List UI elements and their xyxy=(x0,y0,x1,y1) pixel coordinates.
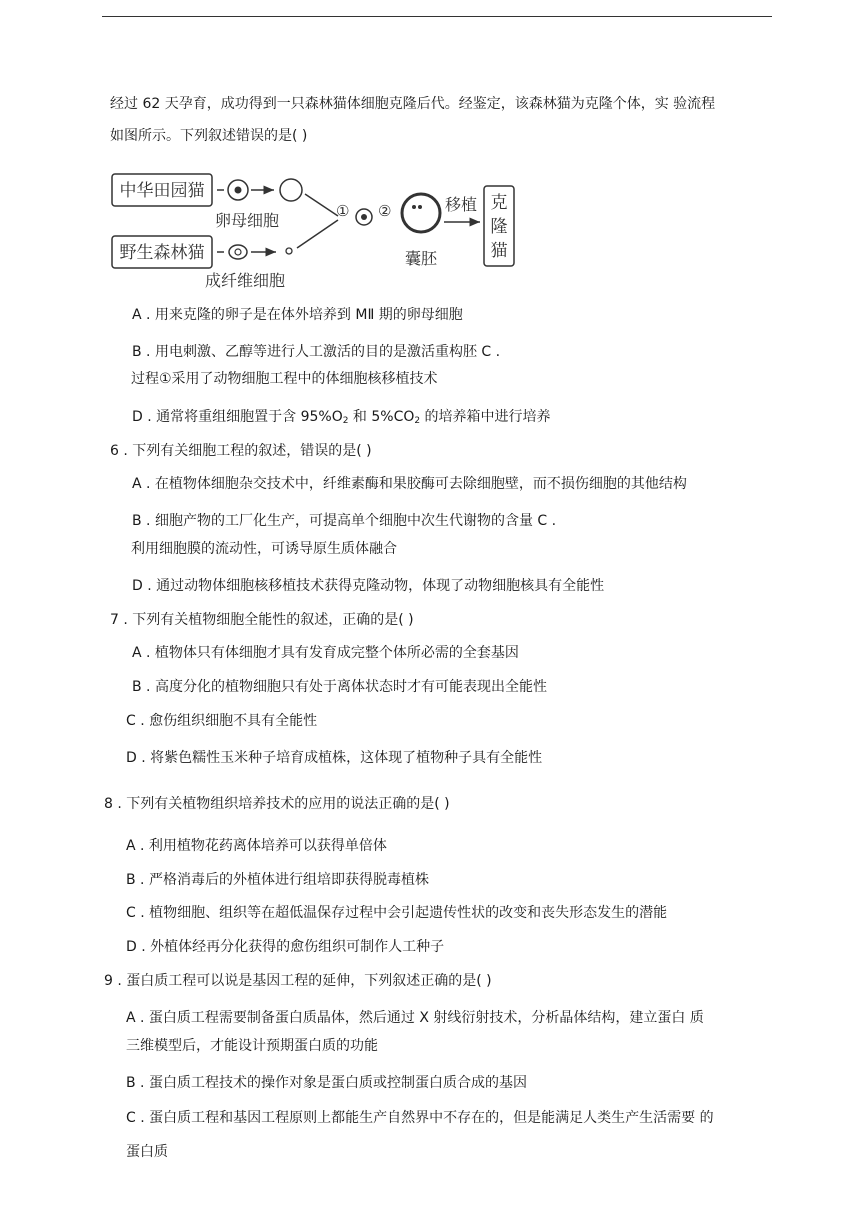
q5-option-b: B . 用电刺激、乙醇等进行人工激活的目的是激活重构胚 C . xyxy=(132,344,501,360)
q8-option-d: D . 外植体经再分化获得的愈伤组织可制作人工种子 xyxy=(126,939,445,955)
question-intro-line: 经过 62 天孕育，成功得到一只森林猫体细胞克隆后代。经鉴定，该森林猫为克隆个体，实 验流程 xyxy=(110,96,716,112)
q9-stem: 9 . 蛋白质工程可以说是基因工程的延伸，下列叙述正确的是( ) xyxy=(104,973,492,989)
q6-option-a: A . 在植物体细胞杂交技术中，纤维素酶和果胶酶可去除细胞壁，而不损伤细胞的其他结构 xyxy=(132,476,687,492)
box-domestic-cat-label: 中华田园猫 xyxy=(119,181,205,201)
q8-stem: 8 . 下列有关植物组织培养技术的应用的说法正确的是( ) xyxy=(104,796,450,812)
label-oocyte: 卵母细胞 xyxy=(215,211,280,230)
subscript: 2 xyxy=(342,416,349,426)
q5-option-d xyxy=(132,407,551,431)
q5-option-a: A . 用来克隆的卵子是在体外培养到 MⅡ 期的卵母细胞 xyxy=(132,307,463,323)
cloning-flow-diagram xyxy=(110,166,520,292)
q8-option-c: C . 植物细胞、组织等在超低温保存过程中会引起遗传性状的改变和丧失形态发生的潜能 xyxy=(126,905,668,921)
q7-stem: 7 . 下列有关植物细胞全能性的叙述，正确的是( ) xyxy=(110,612,414,628)
q6-stem: 6 . 下列有关细胞工程的叙述，错误的是( ) xyxy=(110,443,372,459)
q8-option-b: B . 严格消毒后的外植体进行组培即获得脱毒植株 xyxy=(126,872,429,888)
q5-option-c: 过程①采用了动物细胞工程中的体细胞核移植技术 xyxy=(131,371,438,387)
fibroblast-cell xyxy=(229,245,247,259)
donor-nucleus xyxy=(286,248,292,254)
q9-option-c: C . 蛋白质工程和基因工程原则上都能生产自然界中不存在的，但是能满足人类生产生活需要 的 xyxy=(126,1110,714,1126)
q5-option-d-text: 和 5%CO xyxy=(348,409,415,425)
q9-option-a-cont: 三维模型后，才能设计预期蛋白质的功能 xyxy=(126,1038,378,1054)
box-wild-cat-label: 野生森林猫 xyxy=(119,243,205,263)
q6-option-d: D . 通过动物体细胞核移植技术获得克隆动物，体现了动物细胞核具有全能性 xyxy=(132,578,605,594)
step-1-label: ① xyxy=(336,202,350,220)
q7-option-a: A . 植物体只有体细胞才具有发育成完整个体所必需的全套基因 xyxy=(132,645,519,661)
step-2-label: ② xyxy=(378,202,392,220)
q9-option-c-cont: 蛋白质 xyxy=(126,1144,168,1160)
q9-option-a: A . 蛋白质工程需要制备蛋白质晶体，然后通过 X 射线衍射技术，分析晶体结构，建立蛋白 质 xyxy=(126,1010,704,1026)
q7-option-d: D . 将紫色糯性玉米种子培育成植株，这体现了植物种子具有全能性 xyxy=(126,750,543,766)
q5-option-d-text: 的培养箱中进行培养 xyxy=(420,409,551,425)
q6-option-c: 利用细胞膜的流动性，可诱导原生质体融合 xyxy=(131,541,397,557)
subscript: 2 xyxy=(414,416,421,426)
cloned-cat-char: 猫 xyxy=(490,241,508,261)
blastocyst xyxy=(402,194,440,232)
q6-option-b: B . 细胞产物的工厂化生产，可提高单个细胞中次生代谢物的含量 C . xyxy=(132,513,557,529)
question-intro-line: 如图所示。下列叙述错误的是( ) xyxy=(110,128,308,144)
label-blastocyst: 囊胚 xyxy=(405,249,438,268)
cloned-cat-char: 隆 xyxy=(490,217,508,237)
label-transplant: 移植 xyxy=(445,195,478,214)
q8-option-a: A . 利用植物花药离体培养可以获得单倍体 xyxy=(126,838,387,854)
q7-option-b: B . 高度分化的植物细胞只有处于离体状态时才有可能表现出全能性 xyxy=(132,679,547,695)
q5-option-d-text: D . 通常将重组细胞置于含 95%O xyxy=(132,409,343,425)
header-rule xyxy=(102,16,772,17)
q7-option-c: C . 愈伤组织细胞不具有全能性 xyxy=(126,713,318,729)
q9-option-b: B . 蛋白质工程技术的操作对象是蛋白质或控制蛋白质合成的基因 xyxy=(126,1075,527,1091)
cloned-cat-char: 克 xyxy=(490,193,508,213)
enucleated-oocyte xyxy=(280,179,302,201)
label-fibroblast: 成纤维细胞 xyxy=(205,271,286,290)
